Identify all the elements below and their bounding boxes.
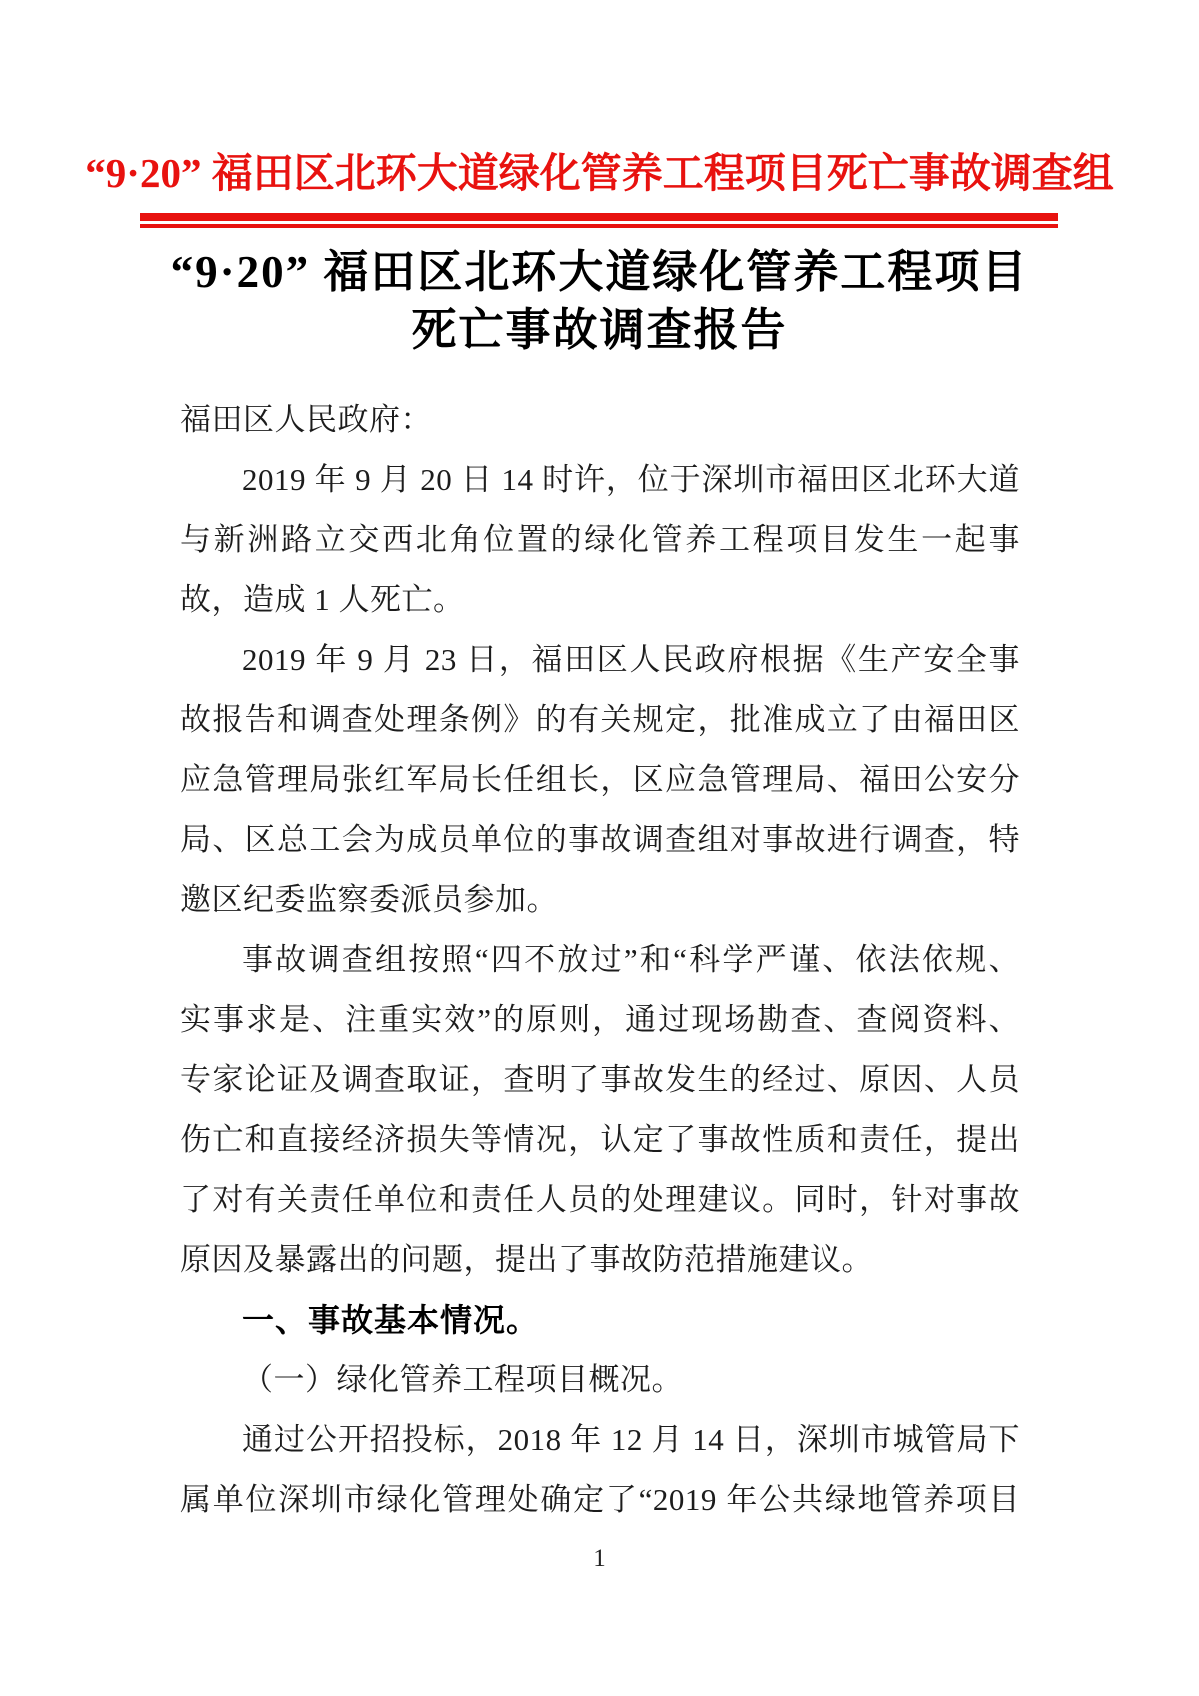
page-number: 1 [593, 1545, 606, 1572]
body-line: 邀区纪委监察委派员参加。 [180, 882, 558, 917]
body-line: 伤亡和直接经济损失等情况，认定了事故性质和责任，提出 [180, 1122, 1020, 1157]
body-line: 专家论证及调查取证，查明了事故发生的经过、原因、人员 [180, 1062, 1020, 1097]
body-line: 属单位深圳市绿化管理处确定了“2019 年公共绿地管养项目 [180, 1482, 1020, 1517]
body-line: （一）绿化管养工程项目概况。 [242, 1362, 683, 1397]
document-letterhead: “9·20” 福田区北环大道绿化管养工程项目死亡事故调查组 [85, 150, 1114, 196]
body-line: 2019 年 9 月 23 日，福田区人民政府根据《生产安全事 [242, 642, 1020, 677]
body-line: 与新洲路立交西北角位置的绿化管养工程项目发生一起事 [180, 522, 1020, 557]
body-line: 通过公开招投标，2018 年 12 月 14 日，深圳市城管局下 [242, 1422, 1020, 1457]
body-line: 事故调查组按照“四不放过”和“科学严谨、依法依规、 [242, 942, 1020, 977]
document-title [0, 243, 1199, 359]
body-line: 局、区总工会为成员单位的事故调查组对事故进行调查，特 [180, 822, 1020, 857]
body-line: 2019 年 9 月 20 日 14 时许，位于深圳市福田区北环大道 [242, 462, 1020, 497]
divider-thin-line [140, 224, 1058, 228]
body-line: 原因及暴露出的问题，提出了事故防范措施建议。 [180, 1242, 873, 1277]
divider-thick-line [140, 213, 1058, 221]
body-line: 福田区人民政府： [180, 402, 432, 437]
body-line: 故，造成 1 人死亡。 [180, 582, 465, 617]
section-heading: 一、事故基本情况。 [242, 1302, 540, 1338]
letterhead-divider [140, 213, 1058, 228]
body-line: 故报告和调查处理条例》的有关规定，批准成立了由福田区 [180, 702, 1020, 737]
document-title-line2: 死亡事故调查报告 [411, 305, 788, 355]
body-line: 实事求是、注重实效”的原则，通过现场勘查、查阅资料、 [180, 1002, 1020, 1037]
body-text [180, 390, 1020, 1530]
body-line: 了对有关责任单位和责任人员的处理建议。同时，针对事故 [180, 1182, 1020, 1217]
document-title-line1: “9·20” 福田区北环大道绿化管养工程项目 [170, 247, 1029, 297]
body-line: 应急管理局张红军局长任组长，区应急管理局、福田公安分 [180, 762, 1020, 797]
